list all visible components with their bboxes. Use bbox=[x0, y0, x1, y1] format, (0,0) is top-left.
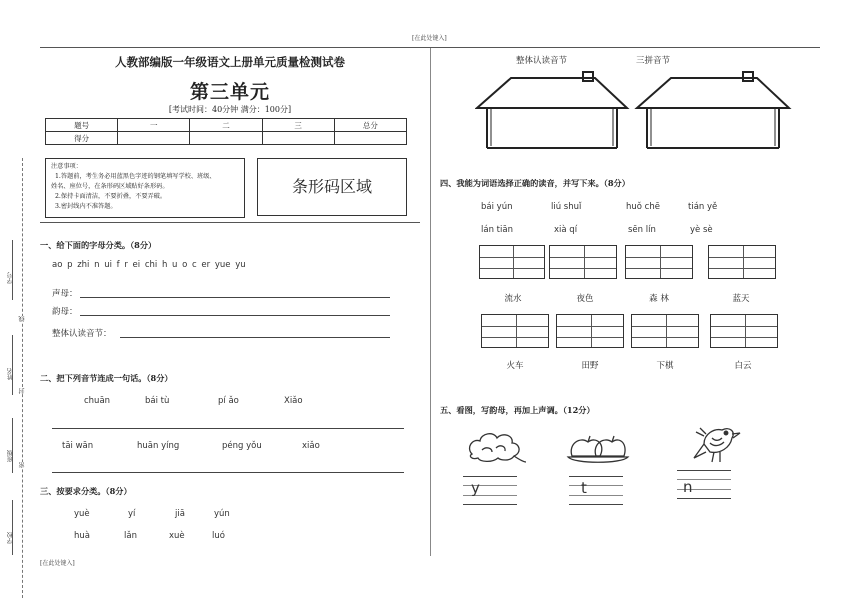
q3-syllable: xuè bbox=[169, 531, 185, 541]
seal-char-secret: 密 bbox=[19, 462, 26, 468]
house-drawings bbox=[475, 68, 795, 152]
barcode-area: 条形码区域 bbox=[257, 158, 407, 216]
final-writing-box[interactable] bbox=[677, 470, 731, 498]
exam-info: [考试时间：40分钟 满分：100分] bbox=[168, 105, 292, 114]
notice-box bbox=[45, 158, 245, 218]
sidebar-blank-name bbox=[12, 335, 13, 395]
pinyin-writing-grid[interactable] bbox=[631, 314, 699, 348]
given-initial: n bbox=[683, 478, 693, 496]
given-initial: y bbox=[471, 479, 480, 497]
pinyin-writing-grid[interactable] bbox=[549, 245, 617, 279]
seal-char-seal: 封 bbox=[19, 388, 26, 394]
q2-syllable: bái tù bbox=[145, 396, 170, 406]
notice-item: 1.答题前，考生务必用蓝黑色字迹的钢笔填写学校、班级、 bbox=[55, 173, 216, 180]
final-writing-box[interactable] bbox=[463, 476, 517, 504]
score-table bbox=[45, 118, 407, 145]
q1-answer-line-initials[interactable] bbox=[80, 297, 390, 298]
q4-word: 森 林 bbox=[649, 294, 669, 304]
table-row-label: 得分 bbox=[46, 132, 118, 145]
seal-char-line: 线 bbox=[19, 316, 26, 322]
q4-pinyin-option: tián yě bbox=[688, 202, 718, 212]
q4-pinyin-option: bái yún bbox=[481, 202, 513, 212]
q4-word: 流水 bbox=[504, 294, 522, 304]
q5-title: 五、看图，写韵母，再加上声调。（12分） bbox=[440, 405, 595, 415]
q2-syllable: tāi wān bbox=[62, 441, 94, 451]
final-writing-box[interactable] bbox=[569, 476, 623, 504]
header-note: [在此处键入] bbox=[412, 35, 447, 42]
given-initial: t bbox=[581, 479, 587, 497]
footer-note: [在此处键入] bbox=[40, 560, 75, 567]
notice-item: 姓名、座位号，在条形码区域贴好条形码。 bbox=[51, 183, 169, 190]
q2-syllable: xiǎo bbox=[302, 441, 320, 451]
notice-item: 3.密封线内不准答题。 bbox=[55, 203, 117, 210]
table-row bbox=[46, 119, 407, 132]
q4-title: 四、我能为词语选择正确的读音，并写下来。（8分） bbox=[440, 178, 630, 188]
q2-syllable: Xiǎo bbox=[284, 396, 303, 406]
house-icon bbox=[637, 72, 789, 148]
q4-word: 蓝天 bbox=[732, 294, 750, 304]
unit-title: 第三单元 bbox=[189, 81, 270, 103]
house-icon bbox=[477, 72, 627, 148]
q3-title: 三、按要求分类。（8分） bbox=[40, 486, 132, 496]
q4-pinyin-option: yè sè bbox=[690, 225, 713, 235]
q1-field-label-finals: 韵母： bbox=[52, 307, 78, 317]
q3-syllable: luó bbox=[212, 531, 225, 541]
q4-pinyin-option: lán tiān bbox=[481, 225, 513, 235]
seal-line bbox=[22, 158, 23, 598]
q4-pinyin-option: huǒ chē bbox=[626, 202, 660, 212]
score-cell[interactable] bbox=[334, 132, 406, 145]
score-cell[interactable] bbox=[190, 132, 262, 145]
q4-word: 火车 bbox=[506, 361, 524, 371]
notice-title: 注意事项： bbox=[51, 163, 82, 170]
q4-word: 下棋 bbox=[656, 361, 674, 371]
q1-answer-line-whole[interactable] bbox=[120, 337, 390, 338]
q2-syllable: chuān bbox=[84, 396, 111, 406]
q1-letters: ao p zhi n ui f r ei chi h u o c er yue yu bbox=[52, 260, 246, 270]
q4-pinyin-option: liú shuǐ bbox=[551, 202, 582, 212]
pinyin-writing-grid[interactable] bbox=[481, 314, 549, 348]
sidebar-label-class: 班级 bbox=[7, 450, 14, 462]
sidebar-blank-class bbox=[12, 418, 13, 473]
table-row bbox=[46, 132, 407, 145]
sidebar-label-name: 姓名 bbox=[7, 368, 14, 380]
section-separator bbox=[40, 222, 420, 223]
sidebar-label-student-id: 学号 bbox=[7, 272, 14, 284]
q3-syllable: yí bbox=[128, 509, 136, 519]
house-label-three: 三拼音节 bbox=[636, 56, 671, 66]
bird-icon bbox=[690, 418, 746, 468]
table-header-cell: 总分 bbox=[334, 119, 406, 132]
table-header-cell: 二 bbox=[190, 119, 262, 132]
q3-syllable: jiā bbox=[175, 509, 185, 519]
column-divider bbox=[430, 48, 431, 556]
q3-syllable: yún bbox=[214, 509, 230, 519]
q1-field-label-whole: 整体认读音节： bbox=[52, 329, 112, 339]
sidebar-blank-student-id bbox=[12, 240, 13, 300]
sidebar-blank-school bbox=[12, 500, 13, 555]
q2-syllable: pí ǎo bbox=[218, 396, 239, 406]
q4-word: 田野 bbox=[581, 361, 599, 371]
cloud-icon bbox=[464, 428, 528, 468]
exam-title: 人教部编版一年级语文上册单元质量检测试卷 bbox=[115, 55, 345, 69]
pinyin-writing-grid[interactable] bbox=[479, 245, 545, 279]
notice-item: 2.保持卡面清洁，不要折叠，不要弄破。 bbox=[55, 193, 167, 200]
q4-pinyin-option: sēn lín bbox=[628, 225, 656, 235]
q2-syllable: huān yíng bbox=[137, 441, 180, 451]
house-label-whole: 整体认读音节 bbox=[516, 56, 568, 66]
table-header-cell: 三 bbox=[262, 119, 334, 132]
q4-word: 白云 bbox=[734, 361, 752, 371]
q4-word: 夜色 bbox=[576, 294, 594, 304]
q1-title: 一、给下面的字母分类。（8分） bbox=[40, 240, 157, 250]
pinyin-writing-grid[interactable] bbox=[625, 245, 693, 279]
q2-title: 二、把下列音节连成一句话。（8分） bbox=[40, 373, 173, 383]
sidebar-label-school: 学校 bbox=[7, 532, 14, 544]
table-header-cell: 题号 bbox=[46, 119, 118, 132]
q2-syllable: péng yǒu bbox=[222, 441, 262, 451]
score-cell[interactable] bbox=[118, 132, 190, 145]
peach-icon bbox=[566, 430, 630, 466]
q3-syllable: yuè bbox=[74, 509, 90, 519]
q3-syllable: lǎn bbox=[124, 531, 137, 541]
table-header-cell: 一 bbox=[118, 119, 190, 132]
q4-pinyin-option: xià qí bbox=[554, 225, 578, 235]
q2-answer-line[interactable] bbox=[52, 428, 404, 429]
pinyin-writing-grid[interactable] bbox=[710, 314, 778, 348]
pinyin-writing-grid[interactable] bbox=[708, 245, 776, 279]
q3-syllable: huà bbox=[74, 531, 90, 541]
score-cell[interactable] bbox=[262, 132, 334, 145]
q2-answer-line[interactable] bbox=[52, 472, 404, 473]
q1-answer-line-finals[interactable] bbox=[80, 315, 390, 316]
pinyin-writing-grid[interactable] bbox=[556, 314, 624, 348]
q1-field-label-initials: 声母： bbox=[52, 289, 78, 299]
